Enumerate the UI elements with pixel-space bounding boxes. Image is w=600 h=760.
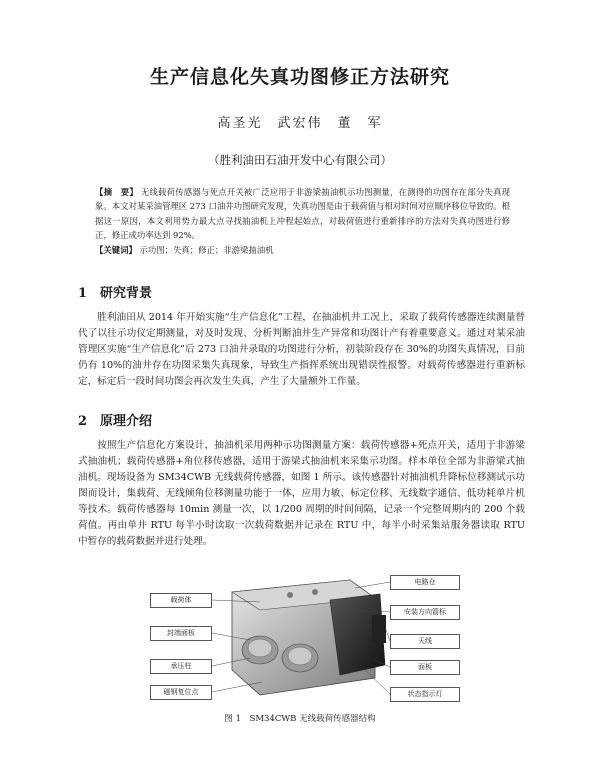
section-title-1: 研究背景 <box>100 286 153 301</box>
paper-title: 生产信息化失真功图修正方法研究 <box>149 66 450 88</box>
section-heading-1 <box>78 282 152 301</box>
figure-caption: 图 1 SM34CWB 无线载荷传感器结构 <box>224 714 376 724</box>
abstract-block <box>95 185 510 257</box>
section-body-2: 按照生产信息化方案设计，抽油机采用两种示功图测量方案：载荷传感器+死点开关，适用于非游梁式抽油机；载荷传感器+角位移传感器，适用于游梁式抽油机来采集示功图。样本单位全部为非游梁式抽油机。现场设备为 SM34CWB 无线载荷传感器，如图 1 所示。该传感器针对抽油机升降标位移测试示功图而设计，集载荷、无线倾角位移测量功能于一体，应用力敏、标定位移、无线数字通信、低功耗单片机等技术。载荷传感器每 10min 测量一次，以 1/200 周期的时间间隔，记录一个完整周期内的 200 个载荷值。再由单井 RTU 每半小时读取一次载荷数据并记录在 RTU 中，每半小时采集站服务器读取 RTU 中暂存的载荷数据并进行处理。 <box>78 440 525 547</box>
figure-1 <box>150 570 460 705</box>
post-left-top <box>248 639 272 657</box>
post-right-top <box>288 647 312 665</box>
abstract-text: 无线载荷传感器与死点开关被广泛应用于非游梁抽油机示功图测量，在测得的功图存在部分失真现象。本文对某采油管理区 273 口油井功图研究发现，失真功图是由于载荷值与相对时间对应顺序移位导致的。根据这一原因，本文利用势力最大点寻找抽油机上冲程起始点，对载荷值进行重新排序的方法对失真功图进行修正，修正成功率达到 92%。 <box>95 187 511 241</box>
abstract-label: 【摘 要】 <box>95 187 138 197</box>
label-seal-panel: 封端面板 <box>150 626 212 641</box>
keywords-text: 示功图；失真；修正；非游梁抽油机 <box>139 244 274 255</box>
section-body-1: 胜利油田从 2014 年开始实施“生产信息化”工程，在抽油机井工况上，采取了载荷传感器连续测量替代了以往示功仪定期测量，对及时发现、分析判断油井生产异常和功图计产有着重要意义。通过对某采油管理区实施“生产信息化”后 273 口油井录取的功图进行分析，初装阶段存在 30%的功图失真情况，目前仍有 10%的油井存在功图采集失真现象，导致生产指挥系统出现错误性报警。对载荷传感器进行重新标定，标定后一段时间功图会再次发生失真，产生了大量额外工作量。 <box>78 312 525 387</box>
antenna-block <box>372 615 386 643</box>
section-number-2: 2 <box>78 414 88 429</box>
label-load-body: 载荷体 <box>150 593 212 608</box>
affiliation: （胜利油田石油开发中心有限公司） <box>208 153 392 167</box>
keywords-line <box>95 243 510 257</box>
section-number-1: 1 <box>78 286 88 301</box>
screw-2 <box>312 589 318 595</box>
label-pressure-post: 承压柱 <box>150 659 212 674</box>
keywords-label: 【关键词】 <box>95 244 137 255</box>
screw-1 <box>287 592 293 598</box>
abstract-paragraph <box>95 185 510 243</box>
label-antenna: 天线 <box>390 634 460 649</box>
label-circuit-bay: 电路仓 <box>390 575 460 590</box>
label-status-led: 状态指示灯 <box>390 687 460 702</box>
label-magnet-reset: 磁钢复位点 <box>150 685 212 700</box>
section-heading-2 <box>78 410 152 429</box>
author-list: 高圣光 武宏伟 董 军 <box>217 116 383 131</box>
label-install-arrow: 安装方向箭标 <box>390 605 460 620</box>
label-panel: 面板 <box>390 660 460 675</box>
section-title-2: 原理介绍 <box>100 414 153 429</box>
